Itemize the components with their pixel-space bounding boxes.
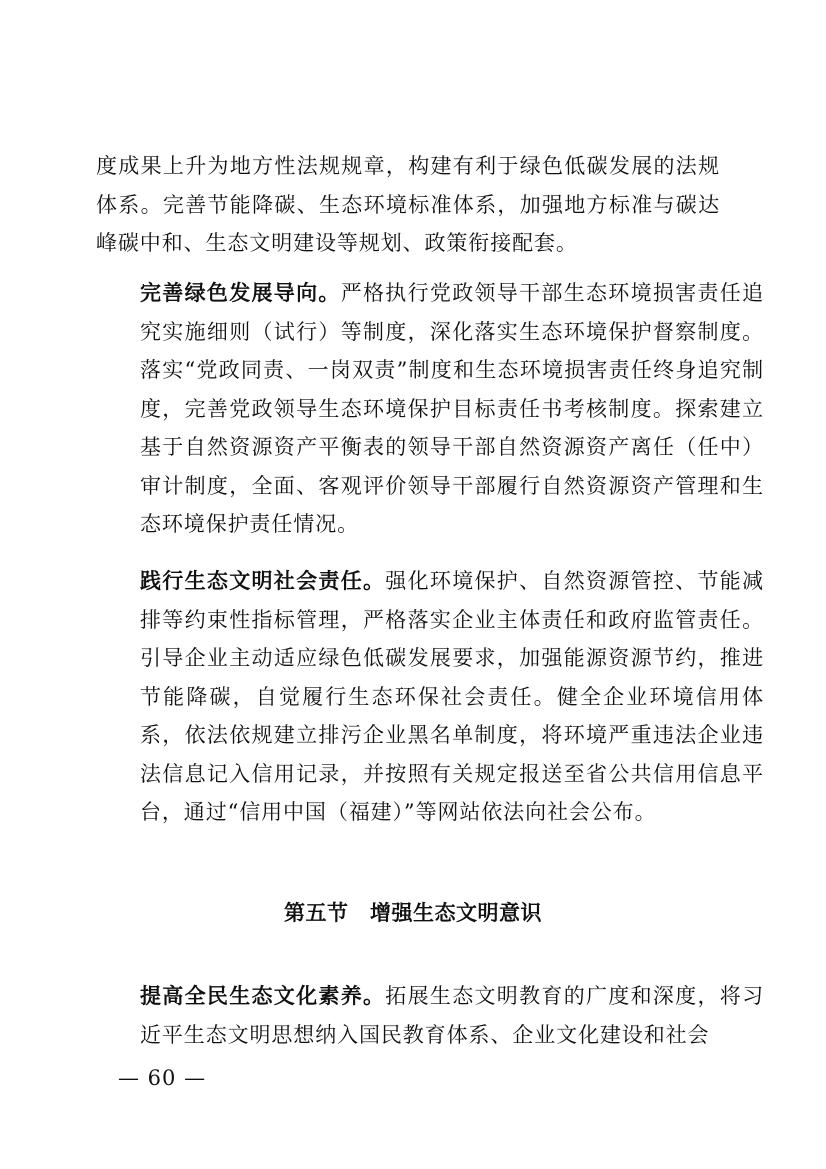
paragraph-social-responsibility bbox=[96, 562, 764, 832]
paragraph-green-development bbox=[96, 274, 764, 544]
paragraph-ecological-culture bbox=[96, 977, 764, 1054]
paragraph-legal-system bbox=[96, 147, 720, 263]
paragraph-lead-heading: 践行生态文明社会责任。 bbox=[140, 568, 386, 593]
paragraph-text: 强化环境保护、自然资源管控、节能减排等约束性指标管理，严格落实企业主体责任和政府监管责任。引导企业主动适应绿色低碳发展要求，加强能源资源节约，推进节能降碳，自觉履行生态环保社会责任。健全企业环境信用体系，依法依规建立排污企业黑名单制度，将环境严重违法企业违法信息记入信用记录，并按照有关规定报送至省公共信用信息平台，通过“信用中国（福建）”等网站依法向社会公布。 bbox=[140, 569, 764, 824]
paragraph-lead-heading: 完善绿色发展导向。 bbox=[140, 280, 341, 305]
paragraph-lead-heading: 提高全民生态文化素养。 bbox=[140, 983, 386, 1008]
paragraph-text: 严格执行党政领导干部生态环境损害责任追究实施细则（试行）等制度，深化落实生态环境保护督察制度。落实“党政同责、一岗双责”制度和生态环境损害责任终身追究制度，完善党政领导生态环境保护目标责任书考核制度。探索建立基于自然资源资产平衡表的领导干部自然资源资产离任（任中）审计制度，全面、客观评价领导干部履行自然资源资产管理和生态环境保护责任情况。 bbox=[140, 281, 764, 536]
paragraph-text: 拓展生态文明教育的广度和深度，将习近平生态文明思想纳入国民教育体系、企业文化建设和社会 bbox=[140, 984, 764, 1047]
paragraph-text: 度成果上升为地方性法规规章，构建有利于绿色低碳发展的法规体系。完善节能降碳、生态环境标准体系，加强地方标准与碳达峰碳中和、生态文明建设等规划、政策衔接配套。 bbox=[96, 154, 720, 255]
page-number: — 60 — bbox=[118, 1066, 207, 1090]
section-title: 第五节 增强生态文明意识 bbox=[284, 900, 542, 925]
